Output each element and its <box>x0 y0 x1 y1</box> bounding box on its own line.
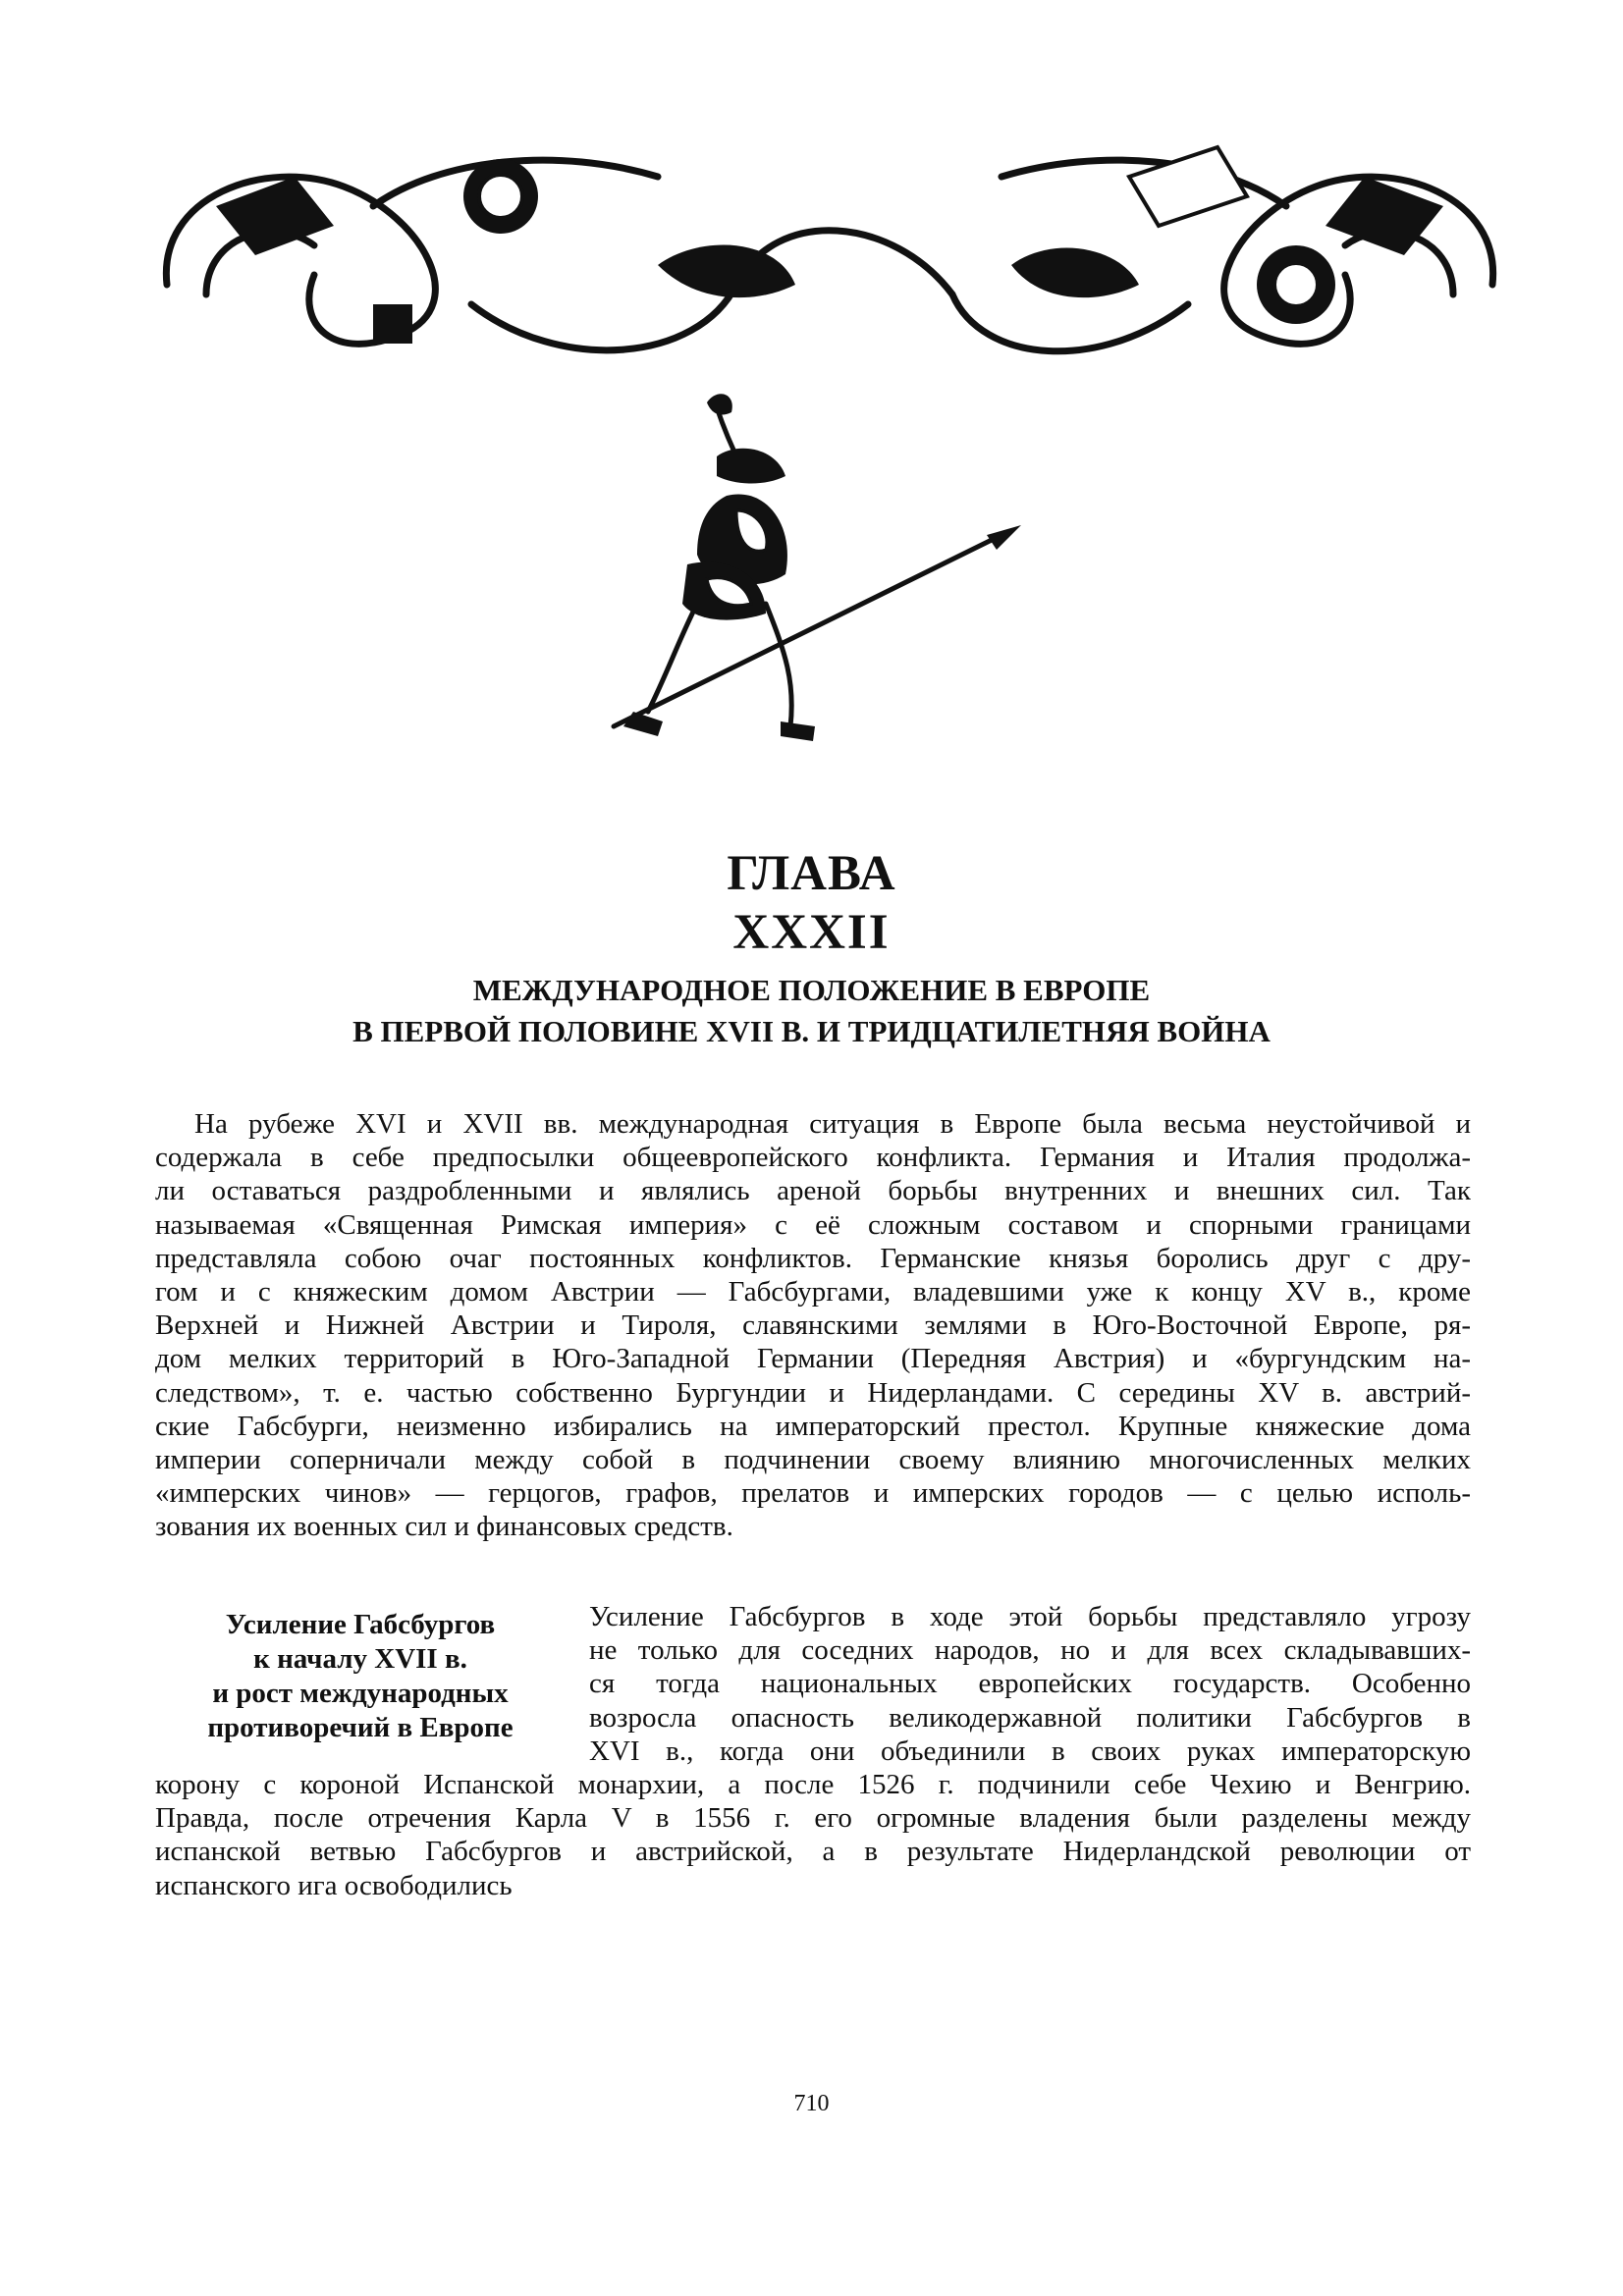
text-line: гом и с княжеским домом Австрии — Габсбургами, владевшими уже к концу XV в., кроме <box>155 1276 1471 1308</box>
text-line: возросла опасность великодержавной политики Габсбургов в <box>589 1701 1471 1734</box>
text-line: На рубеже XVI и XVII вв. международная ситуация в Европе была весьма неустойчивой и <box>194 1108 1471 1140</box>
text-line: империи соперничали между собой в подчинении своему влиянию многочисленных мелких <box>155 1444 1471 1476</box>
page-number: 710 <box>793 2091 830 2116</box>
text-line: корону с короной Испанской монархии, а после 1526 г. подчинили себе Чехию и Венгрию. <box>155 1769 1471 1800</box>
text-line: испанской ветвью Габсбургов и австрийской, а в результате Нидерландской революции от <box>155 1836 1471 1868</box>
text-line: зования их военных сил и финансовых средств. <box>155 1511 733 1543</box>
header-ornament <box>147 137 1512 383</box>
chapter-label: ГЛАВА <box>727 846 896 901</box>
text-line: XVI в., когда они объединили в своих руках императорскую <box>589 1735 1471 1767</box>
chapter-title <box>0 970 1623 1052</box>
chapter-number: XXXII <box>732 905 891 960</box>
side-heading-line: и рост международных <box>212 1678 509 1709</box>
side-heading-line: Усиление Габсбургов <box>225 1609 496 1640</box>
chapter-title-line: МЕЖДУНАРОДНОЕ ПОЛОЖЕНИЕ В ЕВРОПЕ <box>472 973 1151 1007</box>
text-line: содержала в себе предпосылки общеевропейского конфликта. Германия и Италия продолжа- <box>155 1142 1471 1174</box>
text-line: представляла собою очаг постоянных конфликтов. Германские князья боролись друг с дру- <box>155 1242 1471 1274</box>
text-line: Правда, после отречения Карла V в 1556 г. его огромные владения были разделены между <box>155 1802 1471 1835</box>
chapter-title-line: В ПЕРВОЙ ПОЛОВИНЕ XVII В. И ТРИДЦАТИЛЕТНЯЯ ВОЙНА <box>352 1014 1271 1048</box>
side-heading-line: к началу XVII в. <box>253 1643 467 1675</box>
text-line: следством», т. е. частью собственно Бургундии и Нидерландами. С середины XV в. австрий- <box>155 1376 1471 1409</box>
intro-paragraph <box>155 1107 1471 1544</box>
text-line: испанского ига освободились <box>155 1869 513 1901</box>
text-line: «имперских чинов» — герцогов, графов, прелатов и имперских городов — с целью исполь- <box>155 1477 1471 1510</box>
wrapped-paragraph <box>589 1600 1471 1768</box>
text-line: не только для соседних народов, но и для всех складывавших- <box>589 1634 1471 1667</box>
text-line: называемая «Священная Римская империя» с её сложным составом и спорными границами <box>155 1208 1471 1241</box>
side-heading-line: противоречий в Европе <box>207 1712 514 1743</box>
text-line: дом мелких территорий в Юго-Западной Германии (Передняя Австрия) и «бургундским на- <box>155 1343 1471 1375</box>
text-line: ские Габсбурги, неизменно избирались на императорский престол. Крупные княжеские дома <box>155 1410 1471 1442</box>
text-line: Верхней и Нижней Австрии и Тироля, славянскими землями в Юго-Восточной Европе, ря- <box>155 1309 1471 1342</box>
text-line: ся тогда национальных европейских государств. Особенно <box>589 1668 1471 1700</box>
pikeman-illustration <box>589 388 1021 790</box>
continuation-paragraph <box>155 1768 1471 1902</box>
text-line: Усиление Габсбургов в ходе этой борьбы представляло угрозу <box>589 1601 1471 1632</box>
side-heading <box>169 1608 552 1745</box>
text-line: ли оставаться раздробленными и являлись ареной борьбы внутренних и внешних сил. Так <box>155 1175 1471 1207</box>
